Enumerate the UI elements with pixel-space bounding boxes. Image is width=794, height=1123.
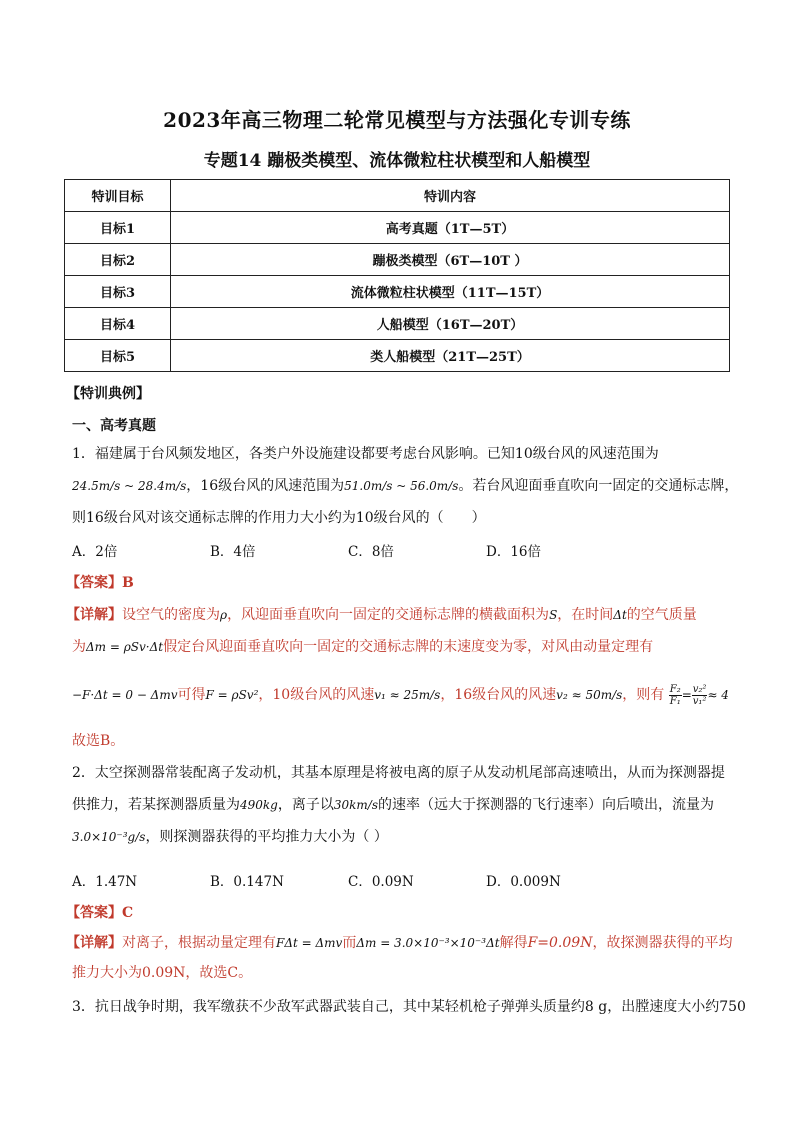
q1-option-a: A．2倍 <box>72 544 118 560</box>
q1-detail-line-2 <box>72 636 734 658</box>
detail-math: F = ρSv² <box>205 688 259 702</box>
q2-option-c: C．0.09N <box>348 874 414 890</box>
q2-flow-rate: 3.0×10⁻³g/s <box>72 830 146 844</box>
detail-math: Δm = ρSv·Δt <box>86 640 164 654</box>
fraction-denominator: F₁ <box>669 695 681 707</box>
q1-wind-range-10: 24.5m/s ~ 28.4m/s <box>72 479 187 493</box>
q2-line-1: 2．太空探测器常装配离子发动机，其基本原理是将被电离的原子从发动机尾部高速喷出，从而为探测器提 <box>72 765 725 781</box>
detail-math: ρ <box>220 608 228 622</box>
table-row <box>65 212 730 244</box>
answer-value: C <box>122 905 134 921</box>
fraction-numerator: v₂² <box>692 683 707 695</box>
q2-text: ，则探测器获得的平均推力大小为（ ） <box>145 829 388 845</box>
table-header-goal: 特训目标 <box>65 180 171 212</box>
table-cell-content: 人船模型（16T—20T） <box>171 308 730 340</box>
fraction-numerator: F₂ <box>669 683 681 695</box>
table-cell-content: 类人船模型（21T—25T） <box>171 340 730 372</box>
detail-text: 的空气质量 <box>626 607 697 623</box>
q2-text: 供推力，若某探测器质量为 <box>72 797 240 813</box>
table-row <box>65 244 730 276</box>
q1-line-2-text-end: 。若台风迎面垂直吹向一固定的交通标志牌， <box>458 478 739 494</box>
section-heading-examples: 【特训典例】 <box>66 386 150 402</box>
q1-options <box>72 540 624 560</box>
table-cell-content: 流体微粒柱状模型（11T—15T） <box>171 276 730 308</box>
table-cell-goal: 目标3 <box>65 276 171 308</box>
detail-text: 为 <box>72 639 86 655</box>
q2-line-2 <box>72 794 734 816</box>
detail-math: v₂ ≈ 50m/s <box>556 688 623 702</box>
table-row <box>65 276 730 308</box>
table-cell-goal: 目标5 <box>65 340 171 372</box>
detail-text: ，故探测器获得的平均 <box>592 935 733 951</box>
table-cell-goal: 目标1 <box>65 212 171 244</box>
fraction-velocity-ratio <box>692 684 708 707</box>
detail-text: 解得 <box>499 935 528 951</box>
q1-option-d: D．16倍 <box>486 544 542 560</box>
detail-label: 【详解】 <box>66 607 122 623</box>
table-cell-content: 蹦极类模型（6T—10T ） <box>171 244 730 276</box>
detail-text: 可得 <box>177 687 206 703</box>
detail-text: ，在时间 <box>557 607 614 623</box>
q2-detail-line-2: 推力大小为0.09N，故选C。 <box>72 965 253 981</box>
q1-line-2-text: ，16级台风的风速范围为 <box>186 478 345 494</box>
table-row <box>65 340 730 372</box>
q1-line-3: 则16级台风对该交通标志牌的作用力大小约为10级台风的（ ） <box>72 510 486 526</box>
q1-detail-line-3 <box>72 680 734 710</box>
q2-option-b: B．0.147N <box>210 874 284 890</box>
q3-line-1: 3．抗日战争时期，我军缴获不少敌军武器武装自己，其中某轻机枪子弹弹头质量约8 g，出膛速度大小约750 <box>72 999 746 1015</box>
detail-text: 设空气的密度为 <box>122 607 220 623</box>
q2-text: 的速率（远大于探测器的飞行速率）向后喷出，流量为 <box>377 797 714 813</box>
detail-text: F=0.09N <box>527 935 593 951</box>
detail-math: ≈ 4 <box>707 688 729 702</box>
table-cell-goal: 目标2 <box>65 244 171 276</box>
detail-math: = <box>681 688 692 702</box>
detail-math: Δt <box>613 608 627 622</box>
q1-line-1: 1．福建属于台风频发地区，各类户外设施建设都要考虑台风影响。已知10级台风的风速范围为 <box>72 446 659 462</box>
document-subtitle: 专题14 蹦极类模型、流体微粒柱状模型和人船模型 <box>203 151 591 171</box>
table-header-content: 特训内容 <box>171 180 730 212</box>
detail-text: 对离子，根据动量定理有 <box>122 935 276 951</box>
q1-option-b: B．4倍 <box>210 544 256 560</box>
table-header-row <box>65 180 730 212</box>
table-cell-content: 高考真题（1T—5T） <box>171 212 730 244</box>
q1-option-c: C．8倍 <box>348 544 394 560</box>
q2-option-a: A．1.47N <box>72 874 138 890</box>
detail-text: 而 <box>342 935 357 951</box>
detail-math: Δm = 3.0×10⁻³×10⁻³Δt <box>356 936 500 950</box>
q2-answer <box>66 902 728 924</box>
detail-math: FΔt = Δmv <box>276 936 343 950</box>
q1-answer <box>66 572 728 594</box>
detail-text: ，则有 <box>622 687 665 703</box>
q2-detail-line-1 <box>66 932 733 954</box>
section-heading-exam: 一、高考真题 <box>72 418 156 434</box>
detail-math: −F·Δt = 0 − Δmv <box>72 688 178 702</box>
q2-text: ，离子以 <box>277 797 334 813</box>
q2-line-3 <box>72 826 734 848</box>
q1-conclusion: 故选B。 <box>72 733 125 749</box>
detail-math: v₁ ≈ 25m/s <box>374 688 441 702</box>
q1-detail-line-1 <box>66 604 728 626</box>
detail-text: ，风迎面垂直吹向一固定的交通标志牌的横截面积为 <box>227 607 550 623</box>
fraction-force-ratio <box>669 684 682 707</box>
detail-text: 假定台风迎面垂直吹向一固定的交通标志牌的末速度变为零，对风由动量定理有 <box>163 639 654 655</box>
q2-option-d: D．0.009N <box>486 874 561 890</box>
q2-mass: 490kg <box>240 798 278 812</box>
answer-value: B <box>122 575 134 591</box>
q1-wind-range-16: 51.0m/s ~ 56.0m/s <box>344 479 459 493</box>
document-title: 2023年高三物理二轮常见模型与方法强化专训专练 <box>163 108 631 132</box>
training-goals-table <box>64 179 730 372</box>
fraction-denominator: v₁² <box>692 695 707 707</box>
detail-math: S <box>549 608 558 622</box>
answer-label: 【答案】 <box>66 575 122 591</box>
table-row <box>65 308 730 340</box>
q2-speed: 30km/s <box>333 798 378 812</box>
q1-line-2 <box>72 475 739 497</box>
answer-label: 【答案】 <box>66 905 122 921</box>
table-cell-goal: 目标4 <box>65 308 171 340</box>
detail-label: 【详解】 <box>66 935 122 951</box>
detail-text: ，16级台风的风速 <box>440 687 557 703</box>
detail-text: ，10级台风的风速 <box>258 687 375 703</box>
q2-options <box>72 870 624 890</box>
